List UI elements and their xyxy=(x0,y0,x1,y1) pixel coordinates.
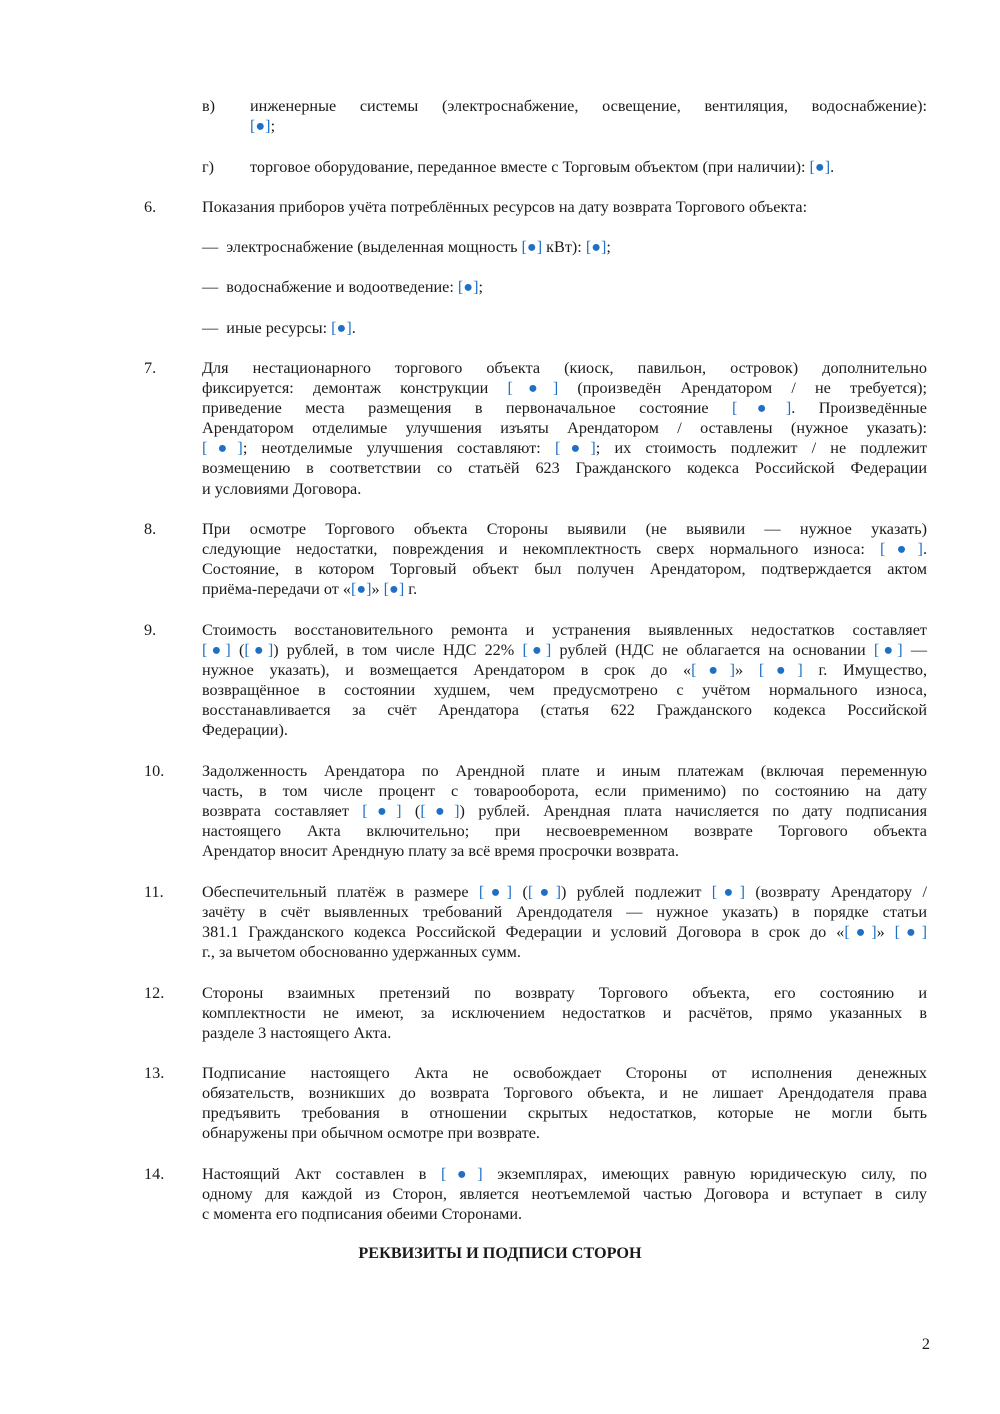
clause-9-line-5: восстанавливается за счёт Арендатора (статья 622 Гражданского кодекса Российской xyxy=(202,701,927,719)
page-number: 2 xyxy=(921,1335,930,1353)
subitem-v-line-1: инженерные системы (электроснабжение, освещение, вентиляция, водоснабжение): xyxy=(250,97,927,115)
placeholder: [●] xyxy=(478,883,513,901)
placeholder: [●] xyxy=(521,238,543,256)
placeholder: [●] xyxy=(244,641,274,659)
placeholder: [●] xyxy=(894,923,927,941)
dash: — xyxy=(202,278,219,296)
dash: — xyxy=(202,319,219,337)
clause-8-line-2: следующие недостатки, повреждения и некомплектность сверх нормального износа: [●]. xyxy=(202,540,927,558)
placeholder: [●] xyxy=(809,158,831,176)
clause-9-line-6: Федерации). xyxy=(202,721,288,739)
subitem-v-line-2: [●]; xyxy=(250,117,276,135)
clause-10-line-4: настоящего Акта включительно; при несвоевременном возврате Торгового объекта xyxy=(202,822,927,840)
clause-number-13: 13. xyxy=(144,1064,165,1082)
clause-8-line-4: приёма-передачи от «[●]» [●] г. xyxy=(202,580,418,598)
clause-10-line-5: Арендатор вносит Арендную плату за всё время просрочки возврата. xyxy=(202,842,679,860)
clause-7-line-3: приведение места размещения в первоначальное состояние [●]. Произведённые xyxy=(202,399,927,417)
clause-number-6: 6. xyxy=(144,198,157,216)
placeholder: [●] xyxy=(758,661,803,679)
clause-9-line-4: возвращённое в состоянии худшем, чем предусмотрено с учётом нормального износа, xyxy=(202,681,927,699)
clause-10-line-1: Задолженность Арендатора по Арендной плате и иным платежам (включая переменную xyxy=(202,762,927,780)
clause-7-line-7: и условиями Договора. xyxy=(202,480,362,498)
clause-14-line-2: одному для каждой из Сторон, является неотъемлемой частью Договора и вступает в силу xyxy=(202,1185,927,1203)
clause-14-line-3: с момента его подписания обеими Сторонами. xyxy=(202,1205,523,1223)
clause-7-line-4: Арендатором отделимые улучшения изъяты Арендатором / оставлены (нужное указать): xyxy=(202,419,927,437)
clause-number-10: 10. xyxy=(144,762,165,780)
section-heading-requisites: РЕКВИЗИТЫ И ПОДПИСИ СТОРОН xyxy=(358,1244,642,1262)
placeholder: [●] xyxy=(383,580,405,598)
clause-7-line-6: возмещению в соответствии со статьёй 623 Гражданского кодекса Российской Федерации xyxy=(202,459,927,477)
clause-6-bullet-3: — иные ресурсы: [●]. xyxy=(202,319,356,337)
placeholder: [●] xyxy=(350,580,372,598)
clause-number-11: 11. xyxy=(144,883,164,901)
placeholder: [●] xyxy=(585,238,607,256)
placeholder: [●] xyxy=(250,117,271,135)
clause-11-line-1: Обеспечительный платёж в размере [●] ([●]) рублей подлежит [●] (возврату Арендатору / xyxy=(202,883,928,901)
clause-11-line-3: 381.1 Гражданского кодекса Российской Федерации и условий Договора в срок до «[●]» [●] xyxy=(202,923,927,941)
clause-number-9: 9. xyxy=(144,621,157,639)
placeholder: [●] xyxy=(420,802,460,820)
clause-11-line-2: зачёту в счёт выявленных требований Арендодателя — нужное указать) в порядке статьи xyxy=(202,903,927,921)
clause-7-line-2: фиксируется: демонтаж конструкции [●] (произведён Арендатором / не требуется); xyxy=(202,379,928,397)
clause-number-14: 14. xyxy=(144,1165,165,1183)
placeholder: [●] xyxy=(202,439,243,457)
clause-number-12: 12. xyxy=(144,984,165,1002)
clause-7-line-1: Для нестационарного торгового объекта (киоск, павильон, островок) дополнительно xyxy=(202,359,927,377)
placeholder: [●] xyxy=(507,379,559,397)
clause-9-line-1: Стоимость восстановительного ремонта и устранения выявленных недостатков составляет xyxy=(202,621,927,639)
clause-number-7: 7. xyxy=(144,359,157,377)
placeholder: [●] xyxy=(880,540,923,558)
clause-8-line-1: При осмотре Торгового объекта Стороны выявили (не выявили — нужное указать) xyxy=(202,520,927,538)
clause-10-line-2: часть, в том числе процент с товарооборота, если применимо) по состоянию на дату xyxy=(202,782,927,800)
clause-12-line-2: комплектности не имеют, за исключением недостатков и расчётов, прямо указанных в xyxy=(202,1004,927,1022)
placeholder: [●] xyxy=(457,278,479,296)
clause-12-line-3: разделе 3 настоящего Акта. xyxy=(202,1024,392,1042)
placeholder: [●] xyxy=(527,883,562,901)
clause-14-line-1: Настоящий Акт составлен в [●] экземплярах, имеющих равную юридическую силу, по xyxy=(202,1165,927,1183)
clause-7-line-5: [●]; неотделимые улучшения составляют: [●]; их стоимость подлежит / не подлежит xyxy=(202,439,928,457)
clause-13-line-2: обязательств, возникших до возврата Торгового объекта, и не лишает Арендодателя права xyxy=(202,1084,927,1102)
clause-6-bullet-2: — водоснабжение и водоотведение: [●]; xyxy=(202,278,483,296)
subitem-g-line: торговое оборудование, переданное вместе с Торговым объектом (при наличии): [●]. xyxy=(250,158,835,176)
clause-13-line-3: предъявить требования в отношении скрытых недостатков, которые не могли быть xyxy=(202,1104,927,1122)
clause-number-8: 8. xyxy=(144,520,157,538)
placeholder: [●] xyxy=(554,439,596,457)
placeholder: [●] xyxy=(202,641,231,659)
placeholder: [●] xyxy=(522,641,552,659)
placeholder: [●] xyxy=(844,923,877,941)
placeholder: [●] xyxy=(441,1165,483,1183)
subitem-marker-v: в) xyxy=(202,97,216,115)
clause-8-line-3: Состояние, в котором Торговый объект был получен Арендатором, подтверждается актом xyxy=(202,560,927,578)
clause-13-line-1: Подписание настоящего Акта не освобождает Стороны от исполнения денежных xyxy=(202,1064,927,1082)
placeholder: [●] xyxy=(691,661,736,679)
placeholder: [●] xyxy=(711,883,745,901)
clause-6-bullet-1: — электроснабжение (выделенная мощность [●] кВт): [●]; xyxy=(202,238,611,256)
placeholder: [●] xyxy=(873,641,903,659)
clause-9-line-2: [●] ([●]) рублей, в том числе НДС 22% [●] рублей (НДС не облагается на основании [●] — xyxy=(202,641,928,659)
placeholder: [●] xyxy=(331,319,352,337)
clause-12-line-1: Стороны взаимных претензий по возврату Торгового объекта, его состоянию и xyxy=(202,984,927,1002)
clause-9-line-3: нужное указать), и возмещается Арендатором в срок до «[●]» [●] г. Имущество, xyxy=(202,661,928,679)
clause-11-line-4: г., за вычетом обоснованно удержанных сумм. xyxy=(202,943,521,961)
clause-13-line-4: обнаружены при обычном осмотре при возврате. xyxy=(202,1124,540,1142)
clause-6-text: Показания приборов учёта потреблённых ресурсов на дату возврата Торгового объекта: xyxy=(202,198,808,216)
subitem-marker-g: г) xyxy=(202,158,215,176)
placeholder: [●] xyxy=(362,802,402,820)
dash: — xyxy=(202,238,219,256)
clause-10-line-3: возврата составляет [●] ([●]) рублей. Арендная плата начисляется по дату подписания xyxy=(202,802,928,820)
placeholder: [●] xyxy=(732,399,792,417)
